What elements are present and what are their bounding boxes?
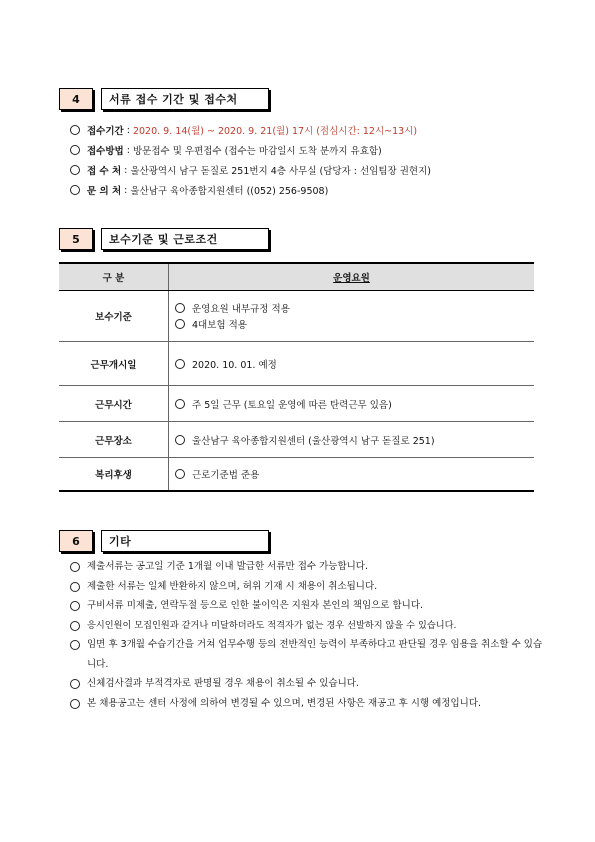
section-4-list — [70, 120, 431, 200]
circle-bullet-icon — [175, 319, 185, 329]
section-title: 기타 — [101, 530, 269, 552]
list-item — [70, 694, 545, 714]
circle-bullet-icon — [70, 582, 80, 592]
circle-bullet-icon — [175, 399, 185, 409]
item-text: 제출한 서류는 일체 반환하지 않으며, 허위 기재 시 채용이 취소됩니다. — [87, 580, 378, 592]
list-item — [70, 596, 545, 616]
row-label: 근무장소 — [59, 422, 169, 458]
row-value — [169, 291, 535, 342]
circle-bullet-icon — [70, 601, 80, 611]
list-item-contact — [70, 180, 431, 200]
row-value — [169, 342, 535, 386]
section-5-header — [59, 228, 269, 250]
item-text: 제출서류는 공고일 기준 1개월 이내 발급한 서류만 접수 가능합니다. — [87, 561, 369, 572]
section-title: 서류 접수 기간 및 접수처 — [101, 88, 269, 110]
circle-bullet-icon — [70, 699, 80, 709]
conditions-table — [59, 262, 534, 492]
value-text: 운영요원 내부규정 적용 — [192, 304, 290, 315]
item-label: 접수기간 — [87, 126, 124, 137]
list-item — [70, 635, 545, 674]
value-text: 근로기준법 준용 — [192, 469, 260, 481]
value-text: 울산남구 육아종합지원센터 (울산광역시 남구 돋질로 251) — [192, 435, 435, 447]
item-text: 응시인원이 모집인원과 같거나 미달하더라도 적격자가 없는 경우 선발하지 않을 수 있습니다. — [87, 619, 457, 631]
item-text: 임면 후 3개월 수습기간을 거쳐 업무수행 등의 전반적인 능력이 부족하다고 판단될 경우 임용을 취소할 수 있습니다. — [87, 639, 543, 670]
circle-bullet-icon — [175, 359, 185, 369]
table-row — [59, 291, 534, 342]
item-value: 2020. 9. 14(월) ~ 2020. 9. 21(월) 17시 (점심시간: 12시~13시) — [132, 126, 418, 137]
row-label: 보수기준 — [59, 291, 169, 342]
table-header-row — [59, 263, 534, 291]
item-value: 울산광역시 남구 돋질로 251번지 4층 사무실 (담당자 : 선임팀장 권현지) — [130, 166, 431, 177]
header-category: 구 분 — [59, 263, 169, 291]
section-6-list — [70, 557, 545, 713]
circle-bullet-icon — [70, 145, 80, 155]
list-item — [70, 557, 545, 577]
list-item-method — [70, 140, 431, 160]
section-title: 보수기준 및 근로조건 — [101, 228, 269, 250]
circle-bullet-icon — [70, 621, 80, 631]
circle-bullet-icon — [175, 303, 185, 313]
item-label: 문 의 처 — [87, 186, 122, 197]
value-text: 2020. 10. 01. 예정 — [192, 359, 277, 371]
table-row — [59, 422, 534, 458]
circle-bullet-icon — [70, 562, 80, 572]
list-item — [70, 577, 545, 597]
item-value: 울산남구 육아종합지원센터 ((052) 256-9508) — [130, 186, 329, 197]
row-value — [169, 422, 535, 458]
item-sep: : — [123, 144, 133, 156]
row-value — [169, 458, 535, 491]
circle-bullet-icon — [70, 125, 80, 135]
header-staff-label: 운영요원 — [333, 273, 370, 284]
item-text: 본 채용공고는 센터 사정에 의하여 변경될 수 있으며, 변경된 사항은 재공고 후 시행 예정입니다. — [87, 697, 482, 709]
section-6-header — [59, 530, 269, 552]
item-sep: : — [121, 184, 131, 196]
list-item-period — [70, 120, 431, 140]
table-row — [59, 386, 534, 422]
row-label: 근무시간 — [59, 386, 169, 422]
value-text: 4대보험 적용 — [192, 320, 247, 331]
item-label: 접수방법 — [87, 146, 124, 157]
header-staff — [169, 263, 535, 291]
item-label: 접 수 처 — [87, 166, 122, 177]
value-text: 주 5일 근무 (토요일 운영에 따른 탄력근무 있음) — [192, 399, 392, 411]
row-value — [169, 386, 535, 422]
circle-bullet-icon — [70, 640, 80, 650]
list-item-place — [70, 160, 431, 180]
section-4-header — [59, 88, 269, 110]
table-row — [59, 458, 534, 491]
item-sep: : — [123, 124, 133, 136]
table-row — [59, 342, 534, 386]
section-number: 5 — [59, 228, 93, 250]
list-item — [70, 616, 545, 636]
item-sep: : — [121, 164, 131, 176]
circle-bullet-icon — [70, 165, 80, 175]
circle-bullet-icon — [70, 679, 80, 689]
section-number: 6 — [59, 530, 93, 552]
item-text: 신체검사결과 부적격자로 판명될 경우 채용이 취소될 수 있습니다. — [87, 678, 359, 689]
list-item — [70, 674, 545, 694]
item-text: 구비서류 미제출, 연락두절 등으로 인한 불이익은 지원자 본인의 책임으로 합니다. — [87, 600, 424, 611]
section-number: 4 — [59, 88, 93, 110]
circle-bullet-icon — [175, 469, 185, 479]
circle-bullet-icon — [175, 435, 185, 445]
item-value: 방문접수 및 우편접수 (접수는 마감일시 도착 분까지 유효함) — [132, 146, 382, 157]
row-label: 복리후생 — [59, 458, 169, 491]
circle-bullet-icon — [70, 185, 80, 195]
row-label: 근무개시일 — [59, 342, 169, 386]
